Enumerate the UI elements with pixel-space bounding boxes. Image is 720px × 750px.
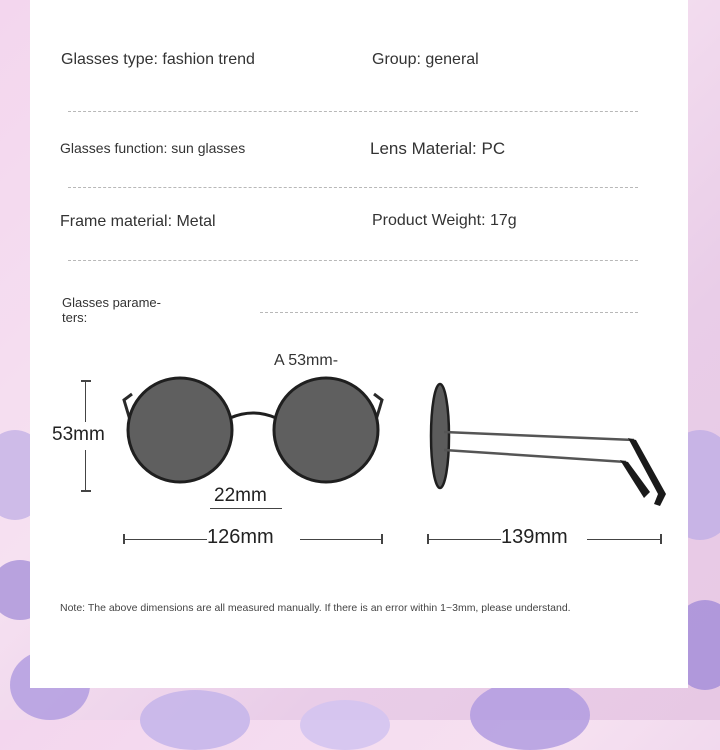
glasses-side-view (422, 382, 672, 512)
dimension-bridge: 22mm (214, 485, 267, 506)
spec-glasses-function: Glasses function: sun glasses (60, 140, 246, 156)
spec-card (30, 0, 688, 688)
front-width-line (300, 539, 382, 540)
divider (68, 111, 638, 112)
background-flower (300, 700, 390, 750)
lens-left (128, 378, 232, 482)
background-flower (470, 680, 590, 750)
dimension-a-label: A 53mm- (274, 352, 339, 369)
vertical-dimension-line (85, 450, 86, 490)
lens-right (274, 378, 378, 482)
front-width-tick (381, 534, 383, 544)
temple-arm (444, 450, 626, 462)
temple-length-line (427, 539, 501, 540)
vertical-dimension-line (85, 380, 86, 422)
spec-glasses-type: Glasses type: fashion trend (61, 51, 255, 68)
vertical-dimension-tick (81, 380, 91, 382)
background-flower (140, 690, 250, 750)
temple-length-line (587, 539, 661, 540)
params-label-line2: ters: (62, 310, 88, 325)
lens-side (431, 384, 449, 488)
dimension-temple-length: 139mm (501, 526, 568, 548)
vertical-dimension-tick (81, 490, 91, 492)
spec-frame-material: Frame material: Metal (60, 213, 216, 230)
dimension-lens-height: 53mm (52, 424, 105, 445)
params-label-line1: Glasses parame- (62, 295, 161, 310)
spec-lens-material: Lens Material: PC (370, 139, 506, 158)
glasses-front-view (118, 370, 388, 490)
divider (68, 260, 638, 261)
bridge-dimension-line (210, 508, 282, 509)
temple-length-tick (660, 534, 662, 544)
temple-arm (444, 432, 634, 440)
spec-group: Group: general (372, 51, 479, 68)
divider (68, 187, 638, 188)
front-width-line (123, 539, 207, 540)
spec-product-weight: Product Weight: 17g (372, 212, 517, 229)
dimension-front-width: 126mm (207, 526, 274, 548)
measurement-note: Note: The above dimensions are all measured manually. If there is an error within 1~3mm, please understand. (60, 602, 571, 614)
bridge (230, 413, 276, 418)
divider (260, 312, 638, 313)
